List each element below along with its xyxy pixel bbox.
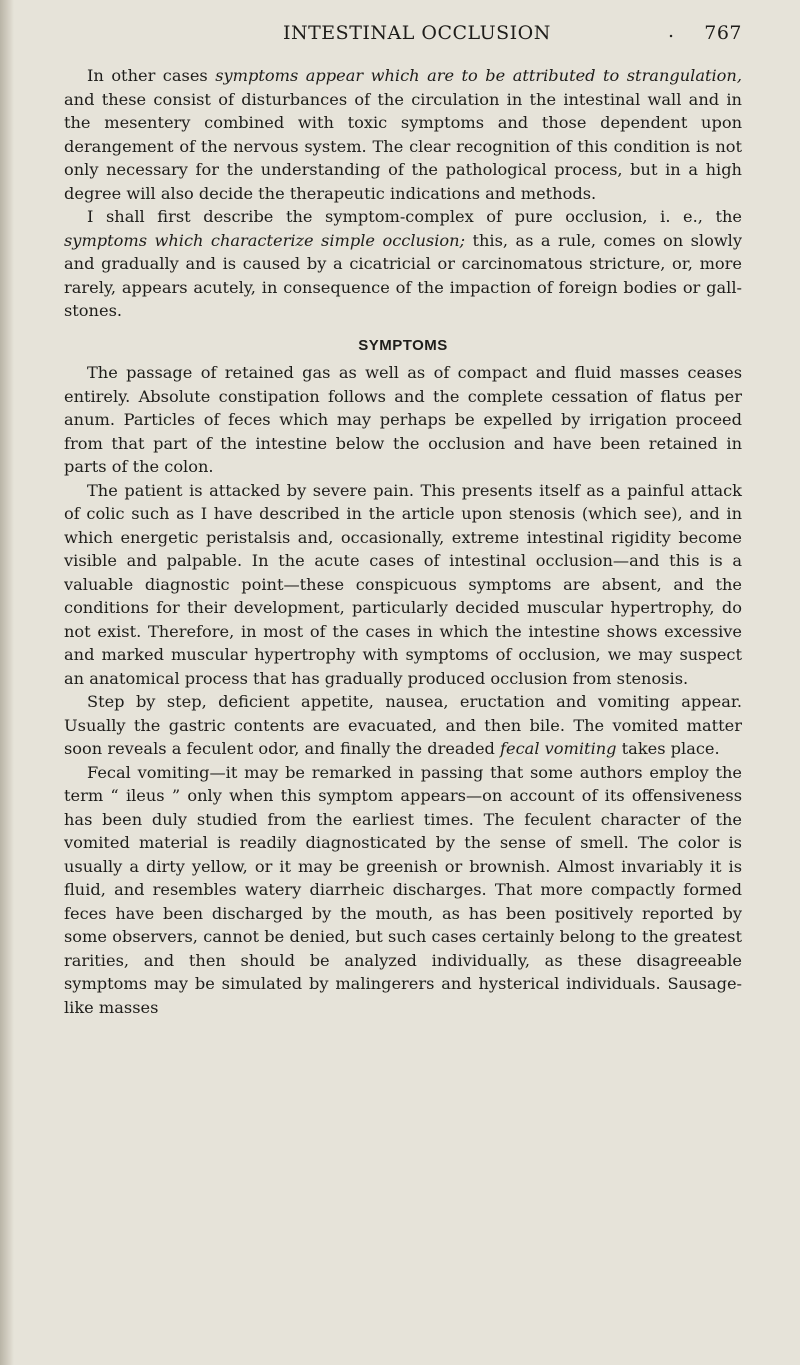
body-text — [64, 64, 742, 1019]
paragraph — [64, 361, 742, 479]
running-head-dot: . — [668, 20, 675, 42]
paragraph — [64, 479, 742, 691]
paragraph — [64, 761, 742, 1020]
page-number: 767 — [704, 22, 742, 44]
book-page — [64, 22, 742, 1019]
paragraph — [64, 64, 742, 205]
paragraphs-after-heading — [64, 361, 742, 1019]
italic-text-segment: fecal vomiting — [500, 739, 617, 758]
text-segment: Step by step, deficient appetite, nausea, eructation and vomiting appear. Usually the gastric contents are evacuated, and then bile. The vomited matter soon reveals a feculent odor, and finally the dreaded — [64, 692, 742, 758]
running-head — [64, 22, 742, 52]
italic-text-segment: symptoms appear which are to be attributed to strangulation, — [215, 66, 742, 85]
paragraphs-before-heading — [64, 64, 742, 323]
section-heading: SYMPTOMS — [358, 336, 448, 354]
page-gutter-shadow — [0, 0, 14, 1365]
text-segment: Fecal vomiting—it may be remarked in passing that some authors employ the term “ ileus ” only when this symptom appears—on account of its offensiveness has been duly studied from the earliest times. The feculent character of the vomited material is readily diagnosticated by the sense of smell. The color is usually a dirty yellow, or it may be greenish or brownish. Almost invariably it is fluid, and resembles watery diarrheic discharges. That more compactly formed feces have been discharged by the mouth, as has been positively reported by some observers, cannot be denied, but such cases certainly belong to the greatest rarities, and then should be analyzed individually, as these disagreeable symptoms may be simulated by malingerers and hysterical individuals. Sausage-like masses — [64, 762, 742, 1017]
text-segment: takes place. — [616, 739, 720, 758]
text-segment: and these consist of disturbances of the circulation in the intestinal wall and in the mesentery combined with toxic symptoms and those dependent upon derangement of the nervous system. The clear recognition of this condition is not only necessary for the understanding of the pathological process, but in a high degree will also decide the therapeutic indications and methods. — [64, 89, 742, 203]
paragraph — [64, 690, 742, 761]
running-head-title: INTESTINAL OCCLUSION — [283, 22, 551, 44]
paragraph — [64, 205, 742, 323]
text-segment: this, as a rule, comes on slowly and gradually and is caused by a cicatricial or carcinomatous stricture, or, more rarely, appears acutely, in consequence of the impaction of foreign bodies or gall-stones. — [64, 230, 742, 320]
text-segment: The passage of retained gas as well as of compact and fluid masses ceases entirely. Absolute constipation follows and the complete cessation of flatus per anum. Particles of feces which may perhaps be expelled by irrigation proceed from that part of the intestine below the occlusion and have been retained in parts of the colon. — [64, 363, 742, 476]
text-segment: I shall first describe the symptom-complex of pure occlusion, i. e., the — [87, 207, 742, 226]
text-segment: The patient is attacked by severe pain. This presents itself as a painful attack of colic such as I have described in the article upon stenosis (which see), and in which energetic peristalsis and, occasionally, extreme intestinal rigidity become visible and palpable. In the acute cases of intestinal occlusion—and this is a valuable diagnostic point—these conspicuous symptoms are absent, and the conditions for their development, particularly decided muscular hypertrophy, do not exist. Therefore, in most of the cases in which the intestine shows excessive and marked muscular hypertrophy with symptoms of occlusion, we may suspect an anatomical process that has gradually produced occlusion from stenosis. — [64, 480, 742, 688]
text-segment: In other cases — [87, 66, 216, 85]
italic-text-segment: symptoms which characterize simple occlusion; — [64, 230, 466, 250]
